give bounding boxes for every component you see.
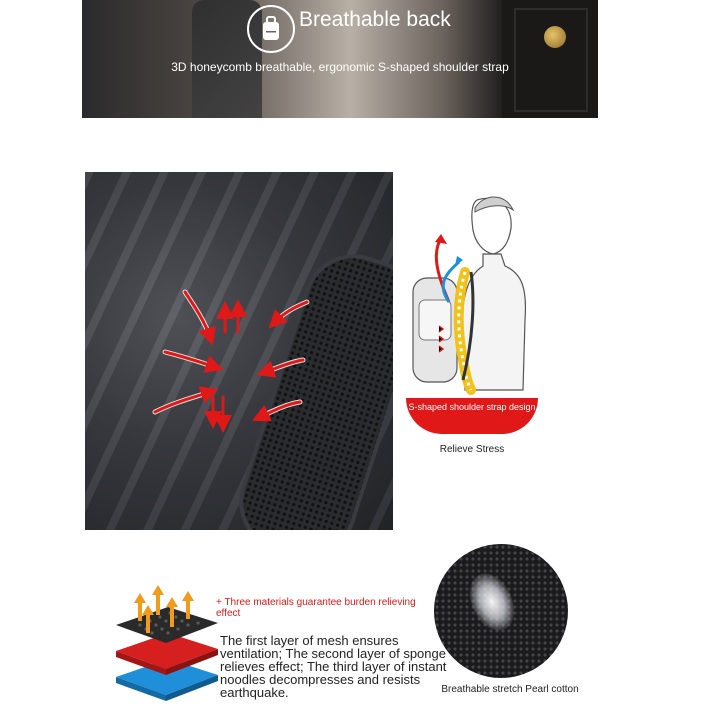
s-shaped-strap-badge: S-shaped shoulder strap design xyxy=(406,398,538,434)
door-knob xyxy=(544,26,566,48)
shoulder-strap-photo xyxy=(85,172,393,530)
breathable-back-banner xyxy=(82,0,598,118)
pearl-cotton-highlight xyxy=(461,566,523,637)
three-materials-note: + Three materials guarantee burden relieving effect xyxy=(216,597,416,619)
ergonomic-spine-illustration xyxy=(405,190,545,405)
pearl-cotton-caption: Breathable stretch Pearl cotton xyxy=(441,684,579,695)
banner-subtitle: 3D honeycomb breathable, ergonomic S-shaped shoulder strap xyxy=(171,60,509,74)
background-door xyxy=(502,0,598,118)
backpack-icon xyxy=(247,5,295,53)
layers-description: The first layer of mesh ensures ventilation; The second layer of sponge relieves effect; The third layer of instant noodles decompresses and resists earthquake. xyxy=(220,633,447,700)
banner-title: Breathable back xyxy=(299,8,451,31)
three-layer-material-graphic xyxy=(110,585,220,705)
pearl-cotton-closeup xyxy=(434,544,568,678)
relieve-stress-caption: Relieve Stress xyxy=(439,444,505,455)
airflow-arrows xyxy=(85,172,393,530)
